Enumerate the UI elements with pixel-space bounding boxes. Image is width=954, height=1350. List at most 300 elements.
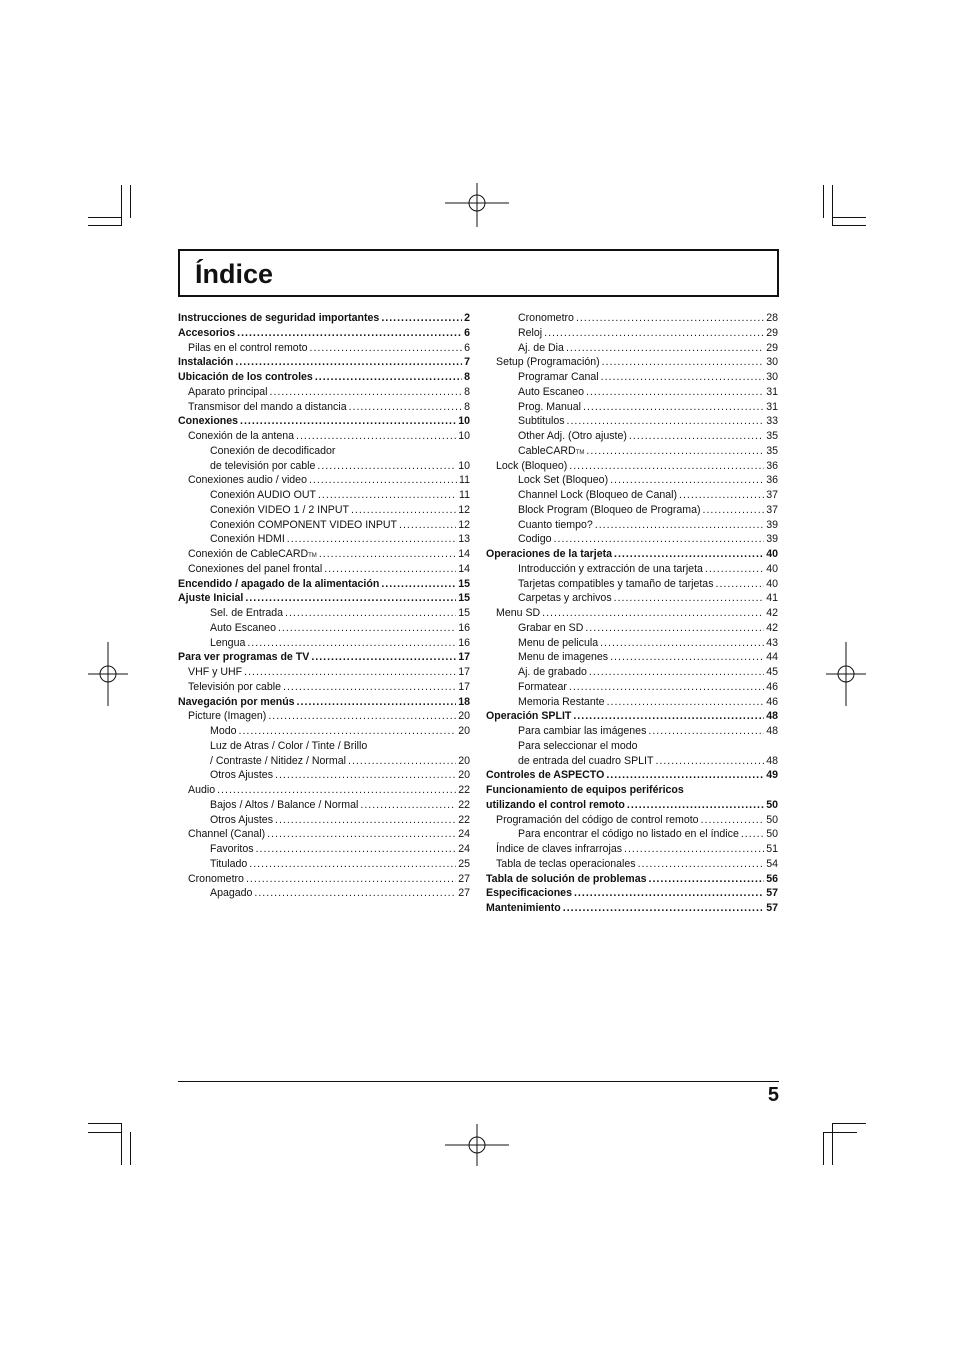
toc-entry-title: Especificaciones <box>486 887 572 900</box>
toc-entry: Conexión de CableCARD TM ..... 14 <box>178 547 470 562</box>
crop-mark <box>832 225 866 226</box>
toc-entry-title: Luz de Atras / Color / Tinte / Brillo <box>210 739 368 752</box>
toc-entry-title: Audio <box>188 784 216 796</box>
dot-leader <box>574 886 764 901</box>
toc-entry-page: 49 <box>766 769 778 782</box>
toc-entry-title: Menu de pelicula <box>518 636 599 649</box>
toc-entry <box>486 636 778 651</box>
toc-entry-page: 11 <box>459 489 470 501</box>
toc-entry <box>178 532 470 547</box>
registration-mark-bottom <box>445 1124 509 1166</box>
dot-leader <box>624 842 764 857</box>
toc-entry <box>486 695 778 710</box>
toc-entry <box>486 621 778 636</box>
toc-entry <box>486 872 778 887</box>
toc-entry-page: 40 <box>766 577 778 590</box>
toc-entry-title: Modo <box>210 725 237 737</box>
toc-entry-title: Programación del código de control remoto <box>496 813 699 826</box>
dot-leader <box>602 355 765 370</box>
crop-mark <box>832 185 833 226</box>
toc-entry <box>486 385 778 400</box>
toc-entry-page: 16 <box>458 621 470 634</box>
dot-leader <box>249 857 456 872</box>
toc-entry <box>486 783 778 798</box>
toc-entry <box>486 488 778 503</box>
toc-entry <box>486 798 778 813</box>
toc-entry-page: 13 <box>458 533 470 546</box>
toc-entry-title: Para ver programas de TV <box>178 651 310 664</box>
dot-leader <box>629 429 764 444</box>
toc-entry-title: Block Program (Bloqueo de Programa) <box>518 503 701 516</box>
toc-entry-title: Introducción y extracción de una tarjeta <box>518 562 703 575</box>
page-title: Índice <box>195 259 274 289</box>
title-box <box>178 249 779 297</box>
dot-leader <box>741 827 764 842</box>
toc-entry <box>486 754 778 769</box>
dot-leader <box>349 400 463 415</box>
crop-mark <box>832 1123 866 1124</box>
toc-entry-page: 39 <box>766 518 778 531</box>
toc-entry-title: Menu de imagenes <box>518 651 609 664</box>
toc-entry <box>178 650 470 665</box>
toc-entry-page: 48 <box>766 710 778 723</box>
toc-entry-page: 30 <box>766 356 778 369</box>
toc-entry <box>486 709 778 724</box>
toc-entry-title: de entrada del cuadro SPLIT <box>518 754 654 767</box>
toc-entry-page: 17 <box>458 666 470 678</box>
toc-entry-page: 10 <box>458 430 470 442</box>
dot-leader <box>311 650 456 665</box>
toc-entry-title: Conexiones del panel frontal <box>188 562 323 575</box>
toc-entry <box>178 562 470 577</box>
crop-mark <box>130 185 131 218</box>
toc-entry-title: Channel Lock (Bloqueo de Canal) <box>518 489 678 501</box>
toc-entry-title: Lock Set (Bloqueo) <box>518 474 609 487</box>
dot-leader <box>287 532 456 547</box>
dot-leader <box>275 813 456 828</box>
dot-leader <box>267 827 456 842</box>
dot-leader <box>544 326 764 341</box>
toc-entry-title: Cuanto tiempo? <box>518 518 593 531</box>
toc-entry <box>178 518 470 533</box>
dot-leader <box>399 518 456 533</box>
crop-mark <box>88 217 122 218</box>
toc-entry <box>178 473 470 488</box>
dot-leader <box>569 459 764 474</box>
toc-entry <box>178 577 470 592</box>
toc-entry <box>486 577 778 592</box>
dot-leader <box>297 695 457 710</box>
toc-entry-title: Lock (Bloqueo) <box>496 459 568 472</box>
toc-entry-page: 17 <box>458 651 470 664</box>
toc-entry-page: 20 <box>458 754 470 767</box>
toc-entry <box>178 459 470 474</box>
dot-leader <box>627 798 764 813</box>
toc-entry-title: Operación SPLIT <box>486 710 572 723</box>
toc-entry-title: Cronometro <box>188 872 244 885</box>
dot-leader <box>573 709 764 724</box>
dot-leader <box>679 488 764 503</box>
toc-entry-page: 57 <box>766 887 778 900</box>
toc-entry <box>178 606 470 621</box>
dot-leader <box>256 842 457 857</box>
toc-entry-title: Funcionamiento de equipos periféricos <box>486 784 684 796</box>
toc-entry-page: 30 <box>766 371 778 383</box>
crop-mark <box>88 225 122 226</box>
toc-entry-page: 14 <box>458 562 470 575</box>
toc-entry-title: Ubicación de los controles <box>178 371 313 383</box>
toc-entry: CableCARD TM ..... 35 <box>486 444 778 459</box>
dot-leader <box>610 473 764 488</box>
dot-leader <box>638 857 765 872</box>
dot-leader <box>566 341 764 356</box>
toc-entry <box>486 665 778 680</box>
toc-entry <box>486 400 778 415</box>
dot-leader <box>649 872 765 887</box>
toc-entry-page: 50 <box>766 813 778 826</box>
toc-entry <box>486 857 778 872</box>
toc-entry-title: Otros Ajustes <box>210 813 273 826</box>
toc-entry <box>486 680 778 695</box>
dot-leader <box>240 414 456 429</box>
toc-entry-title: Operaciones de la tarjeta <box>486 548 613 560</box>
toc-entry-page: 39 <box>766 533 778 546</box>
dot-leader <box>268 709 456 724</box>
toc-entry <box>178 621 470 636</box>
toc-entry-page: 36 <box>766 459 778 472</box>
toc-entry-page: 8 <box>464 385 470 398</box>
dot-leader <box>600 636 764 651</box>
toc-entry <box>178 813 470 828</box>
toc-entry-page: 20 <box>458 769 470 782</box>
toc-entry-page: 22 <box>458 813 470 826</box>
dot-leader <box>703 503 765 518</box>
toc-entry <box>486 591 778 606</box>
toc-entry <box>178 503 470 518</box>
toc-entry <box>486 886 778 901</box>
dot-leader <box>317 459 456 474</box>
toc-entry-page: 24 <box>458 843 470 855</box>
dot-leader <box>324 562 456 577</box>
toc-entry-page: 8 <box>464 400 470 413</box>
toc-entry-page: 51 <box>766 843 778 855</box>
toc-entry-page: 28 <box>766 312 778 324</box>
toc-entry <box>486 518 778 533</box>
toc-entry-page: 15 <box>458 607 470 619</box>
toc-entry-page: 48 <box>766 725 778 737</box>
toc-entry <box>178 414 470 429</box>
dot-leader <box>247 636 456 651</box>
toc-entry-title: Lengua <box>210 636 246 649</box>
toc-entry-title: Grabar en SD <box>518 621 584 634</box>
dot-leader <box>569 680 764 695</box>
toc-entry-title: Pilas en el control remoto <box>188 341 308 354</box>
toc-entry <box>178 488 470 503</box>
toc-entry <box>178 886 470 901</box>
toc-entry-title: VHF y UHF <box>188 666 243 678</box>
dot-leader <box>270 385 463 400</box>
toc-entry-title: Tarjetas compatibles y tamaño de tarjetas <box>518 577 714 590</box>
toc-entry <box>486 326 778 341</box>
toc-entry <box>486 739 778 754</box>
toc-entry-title: Televisión por cable <box>188 680 282 693</box>
toc-entry-title: Setup (Programación) <box>496 356 600 369</box>
dot-leader <box>319 547 456 562</box>
toc-entry-page: 18 <box>458 695 470 708</box>
dot-leader <box>542 606 764 621</box>
toc-entry <box>178 709 470 724</box>
dot-leader <box>278 621 456 636</box>
toc-entry <box>486 842 778 857</box>
toc-entry-page: 37 <box>766 489 778 501</box>
dot-leader <box>351 503 456 518</box>
toc-entry-page: 50 <box>766 828 778 841</box>
toc-entry-page: 45 <box>766 666 778 678</box>
toc-entry <box>178 429 470 444</box>
toc-entry <box>486 370 778 385</box>
dot-leader <box>310 341 463 356</box>
toc-entry-title: Aj. de grabado <box>518 666 587 678</box>
toc-entry <box>486 532 778 547</box>
toc-entry <box>178 857 470 872</box>
toc-entry <box>486 311 778 326</box>
dot-leader <box>648 724 764 739</box>
toc-entry <box>178 680 470 695</box>
toc-entry-title: Subtitulos <box>518 415 565 428</box>
crop-mark <box>823 185 824 218</box>
toc-entry-page: 31 <box>766 400 778 413</box>
toc-entry-page: 25 <box>458 857 470 870</box>
toc-entry-title: Reloj <box>518 326 543 339</box>
toc-entry-page: 27 <box>458 887 470 900</box>
toc-entry-title: Otros Ajustes <box>210 769 273 782</box>
toc-entry-title: Auto Escaneo <box>518 385 584 398</box>
toc-entry-title: de televisión por cable <box>210 459 316 472</box>
registration-mark-top <box>445 183 509 227</box>
toc-entry-title: Favoritos <box>210 843 254 855</box>
dot-leader <box>576 311 764 326</box>
toc-entry-page: 44 <box>766 651 778 664</box>
toc-entry-title: Auto Escaneo <box>210 621 276 634</box>
toc-entry-page: 14 <box>458 548 470 560</box>
toc-entry <box>486 547 778 562</box>
crop-mark <box>121 185 122 226</box>
crop-mark <box>823 1132 824 1165</box>
toc-entry <box>178 370 470 385</box>
toc-entry-title: / Contraste / Nitidez / Normal <box>210 754 346 767</box>
crop-mark <box>832 217 866 218</box>
toc-entry <box>486 827 778 842</box>
toc-entry-title: Para cambiar las imágenes <box>518 725 647 737</box>
dot-leader <box>655 754 764 769</box>
dot-leader <box>245 591 456 606</box>
toc-entry-title: Apagado <box>210 887 253 900</box>
dot-leader <box>217 783 456 798</box>
toc-entry <box>178 591 470 606</box>
toc-entry-title: Para seleccionar el modo <box>518 739 638 752</box>
toc-entry-page: 33 <box>766 415 778 428</box>
toc-entry-title: Formatear <box>518 680 567 693</box>
toc-entry <box>178 665 470 680</box>
dot-leader <box>606 768 764 783</box>
crop-mark <box>88 1123 122 1124</box>
toc-entry <box>486 429 778 444</box>
toc-entry-page: 10 <box>458 459 470 472</box>
toc-entry-title: Tabla de solución de problemas <box>486 872 647 885</box>
toc-entry-title: CableCARD <box>518 444 576 457</box>
toc-entry-title: Programar Canal <box>518 371 599 383</box>
toc-entry <box>178 326 470 341</box>
toc-entry-page: 43 <box>766 636 778 649</box>
dot-leader <box>567 414 765 429</box>
toc-entry-page: 42 <box>766 607 778 619</box>
dot-leader <box>348 754 456 769</box>
toc-entry-page: 20 <box>458 725 470 737</box>
toc-entry-page: 50 <box>766 798 778 811</box>
toc-entry <box>178 636 470 651</box>
toc-entry-title: utilizando el control remoto <box>486 798 625 811</box>
dot-leader <box>244 665 456 680</box>
toc-entry-title: Conexión de decodificador <box>210 444 336 457</box>
dot-leader <box>586 385 764 400</box>
dot-leader <box>275 768 456 783</box>
crop-mark <box>121 1123 122 1165</box>
toc-entry-page: 7 <box>464 356 470 369</box>
toc-entry-title: Prog. Manual <box>518 400 582 413</box>
toc-entry <box>178 385 470 400</box>
toc-entry-title: Carpetas y archivos <box>518 592 612 605</box>
dot-leader <box>586 444 764 459</box>
dot-leader <box>595 518 764 533</box>
dot-leader <box>701 813 765 828</box>
toc-entry-title: Conexión HDMI <box>210 533 285 546</box>
toc-entry-title: Ajuste Inicial <box>178 592 244 605</box>
toc-entry-title: Conexión VIDEO 1 / 2 INPUT <box>210 503 349 516</box>
toc-entry <box>178 739 470 754</box>
dot-leader <box>237 326 462 341</box>
dot-leader <box>318 488 457 503</box>
toc-entry-page: 35 <box>766 444 778 457</box>
dot-leader <box>239 724 457 739</box>
toc-entry-page: 12 <box>458 518 470 531</box>
toc-entry-title: Tabla de teclas operacionales <box>496 857 636 870</box>
toc-entry-title: Menu SD <box>496 607 541 619</box>
toc-entry-page: 15 <box>458 577 470 590</box>
toc-entry <box>486 813 778 828</box>
toc-entry <box>486 355 778 370</box>
dot-leader <box>360 798 456 813</box>
toc-entry-page: 48 <box>766 754 778 767</box>
toc-entry-title: Navegación por menús <box>178 695 295 708</box>
toc-entry-title: Bajos / Altos / Balance / Normal <box>210 798 359 811</box>
toc-entry-page: 22 <box>458 798 470 811</box>
toc-entry-page: 40 <box>766 548 778 560</box>
toc-entry-title: Conexión COMPONENT VIDEO INPUT <box>210 518 398 531</box>
dot-leader <box>254 886 456 901</box>
toc-entry <box>178 827 470 842</box>
dot-leader <box>315 370 462 385</box>
toc-entry <box>486 724 778 739</box>
dot-leader <box>381 577 456 592</box>
toc-entry <box>178 724 470 739</box>
toc-entry <box>178 783 470 798</box>
toc-entry-page: 46 <box>766 680 778 693</box>
crop-mark <box>823 1132 857 1133</box>
dot-leader <box>585 621 764 636</box>
crop-mark <box>88 1132 122 1133</box>
toc-entry <box>178 311 470 326</box>
toc-entry-page: 42 <box>766 621 778 634</box>
toc-entry <box>178 872 470 887</box>
dot-leader <box>309 473 457 488</box>
toc-entry-page: 17 <box>458 680 470 693</box>
toc-entry-page: 6 <box>464 326 470 339</box>
dot-leader <box>614 547 764 562</box>
toc-entry <box>178 355 470 370</box>
dot-leader <box>716 577 765 592</box>
toc-entry <box>178 768 470 783</box>
toc-column-right <box>486 311 778 916</box>
dot-leader <box>296 429 456 444</box>
toc-entry-title: Codigo <box>518 533 552 546</box>
toc-entry-title: Conexión de la antena <box>188 430 295 442</box>
toc-entry-title: Picture (Imagen) <box>188 710 267 723</box>
toc-entry-page: 15 <box>458 592 470 605</box>
toc-entry-page: 10 <box>458 415 470 428</box>
toc-entry <box>178 444 470 459</box>
toc-entry-title: Aparato principal <box>188 385 268 398</box>
toc-entry-page: 22 <box>458 784 470 796</box>
dot-leader <box>610 650 764 665</box>
toc-entry-title: Accesorios <box>178 326 236 339</box>
dot-leader <box>563 901 764 916</box>
toc-entry-page: 12 <box>458 503 470 516</box>
toc-entry-title: Índice de claves infrarrojas <box>496 843 623 855</box>
toc-entry-page: 27 <box>458 872 470 885</box>
toc-entry <box>486 341 778 356</box>
toc-entry-title: Memoria Restante <box>518 695 605 708</box>
toc-entry-title: Titulado <box>210 857 248 870</box>
toc-entry <box>178 798 470 813</box>
toc-entry-title: Mantenimiento <box>486 902 561 914</box>
dot-leader <box>283 680 456 695</box>
toc-entry-page: 8 <box>464 371 470 383</box>
dot-leader <box>554 532 765 547</box>
toc-entry-page: 24 <box>458 828 470 841</box>
toc-entry <box>486 901 778 916</box>
toc-entry-title: Channel (Canal) <box>188 828 266 841</box>
registration-mark-left <box>88 642 128 706</box>
crop-mark <box>130 1132 131 1165</box>
toc-entry-title: Controles de ASPECTO <box>486 769 605 782</box>
toc-entry-page: 56 <box>766 872 778 885</box>
toc-entry-page: 54 <box>766 857 778 870</box>
toc-entry-page: 40 <box>766 562 778 575</box>
toc-entry-page: 11 <box>459 474 470 487</box>
toc-column-left <box>178 311 470 901</box>
registration-mark-right <box>826 642 866 706</box>
toc-entry-title: Para encontrar el código no listado en el índice <box>518 828 739 841</box>
toc-entry-title: Conexiones <box>178 415 239 428</box>
toc-entry-title: Conexión de CableCARD <box>188 548 309 560</box>
toc-entry-title: Instrucciones de seguridad importantes <box>178 312 380 324</box>
toc-entry-page: 2 <box>464 312 470 324</box>
toc-entry-page: 41 <box>766 592 778 605</box>
toc-entry <box>486 562 778 577</box>
dot-leader <box>381 311 462 326</box>
page-number: 5 <box>767 1084 779 1106</box>
toc-entry-title: Transmisor del mando a distancia <box>188 400 347 413</box>
